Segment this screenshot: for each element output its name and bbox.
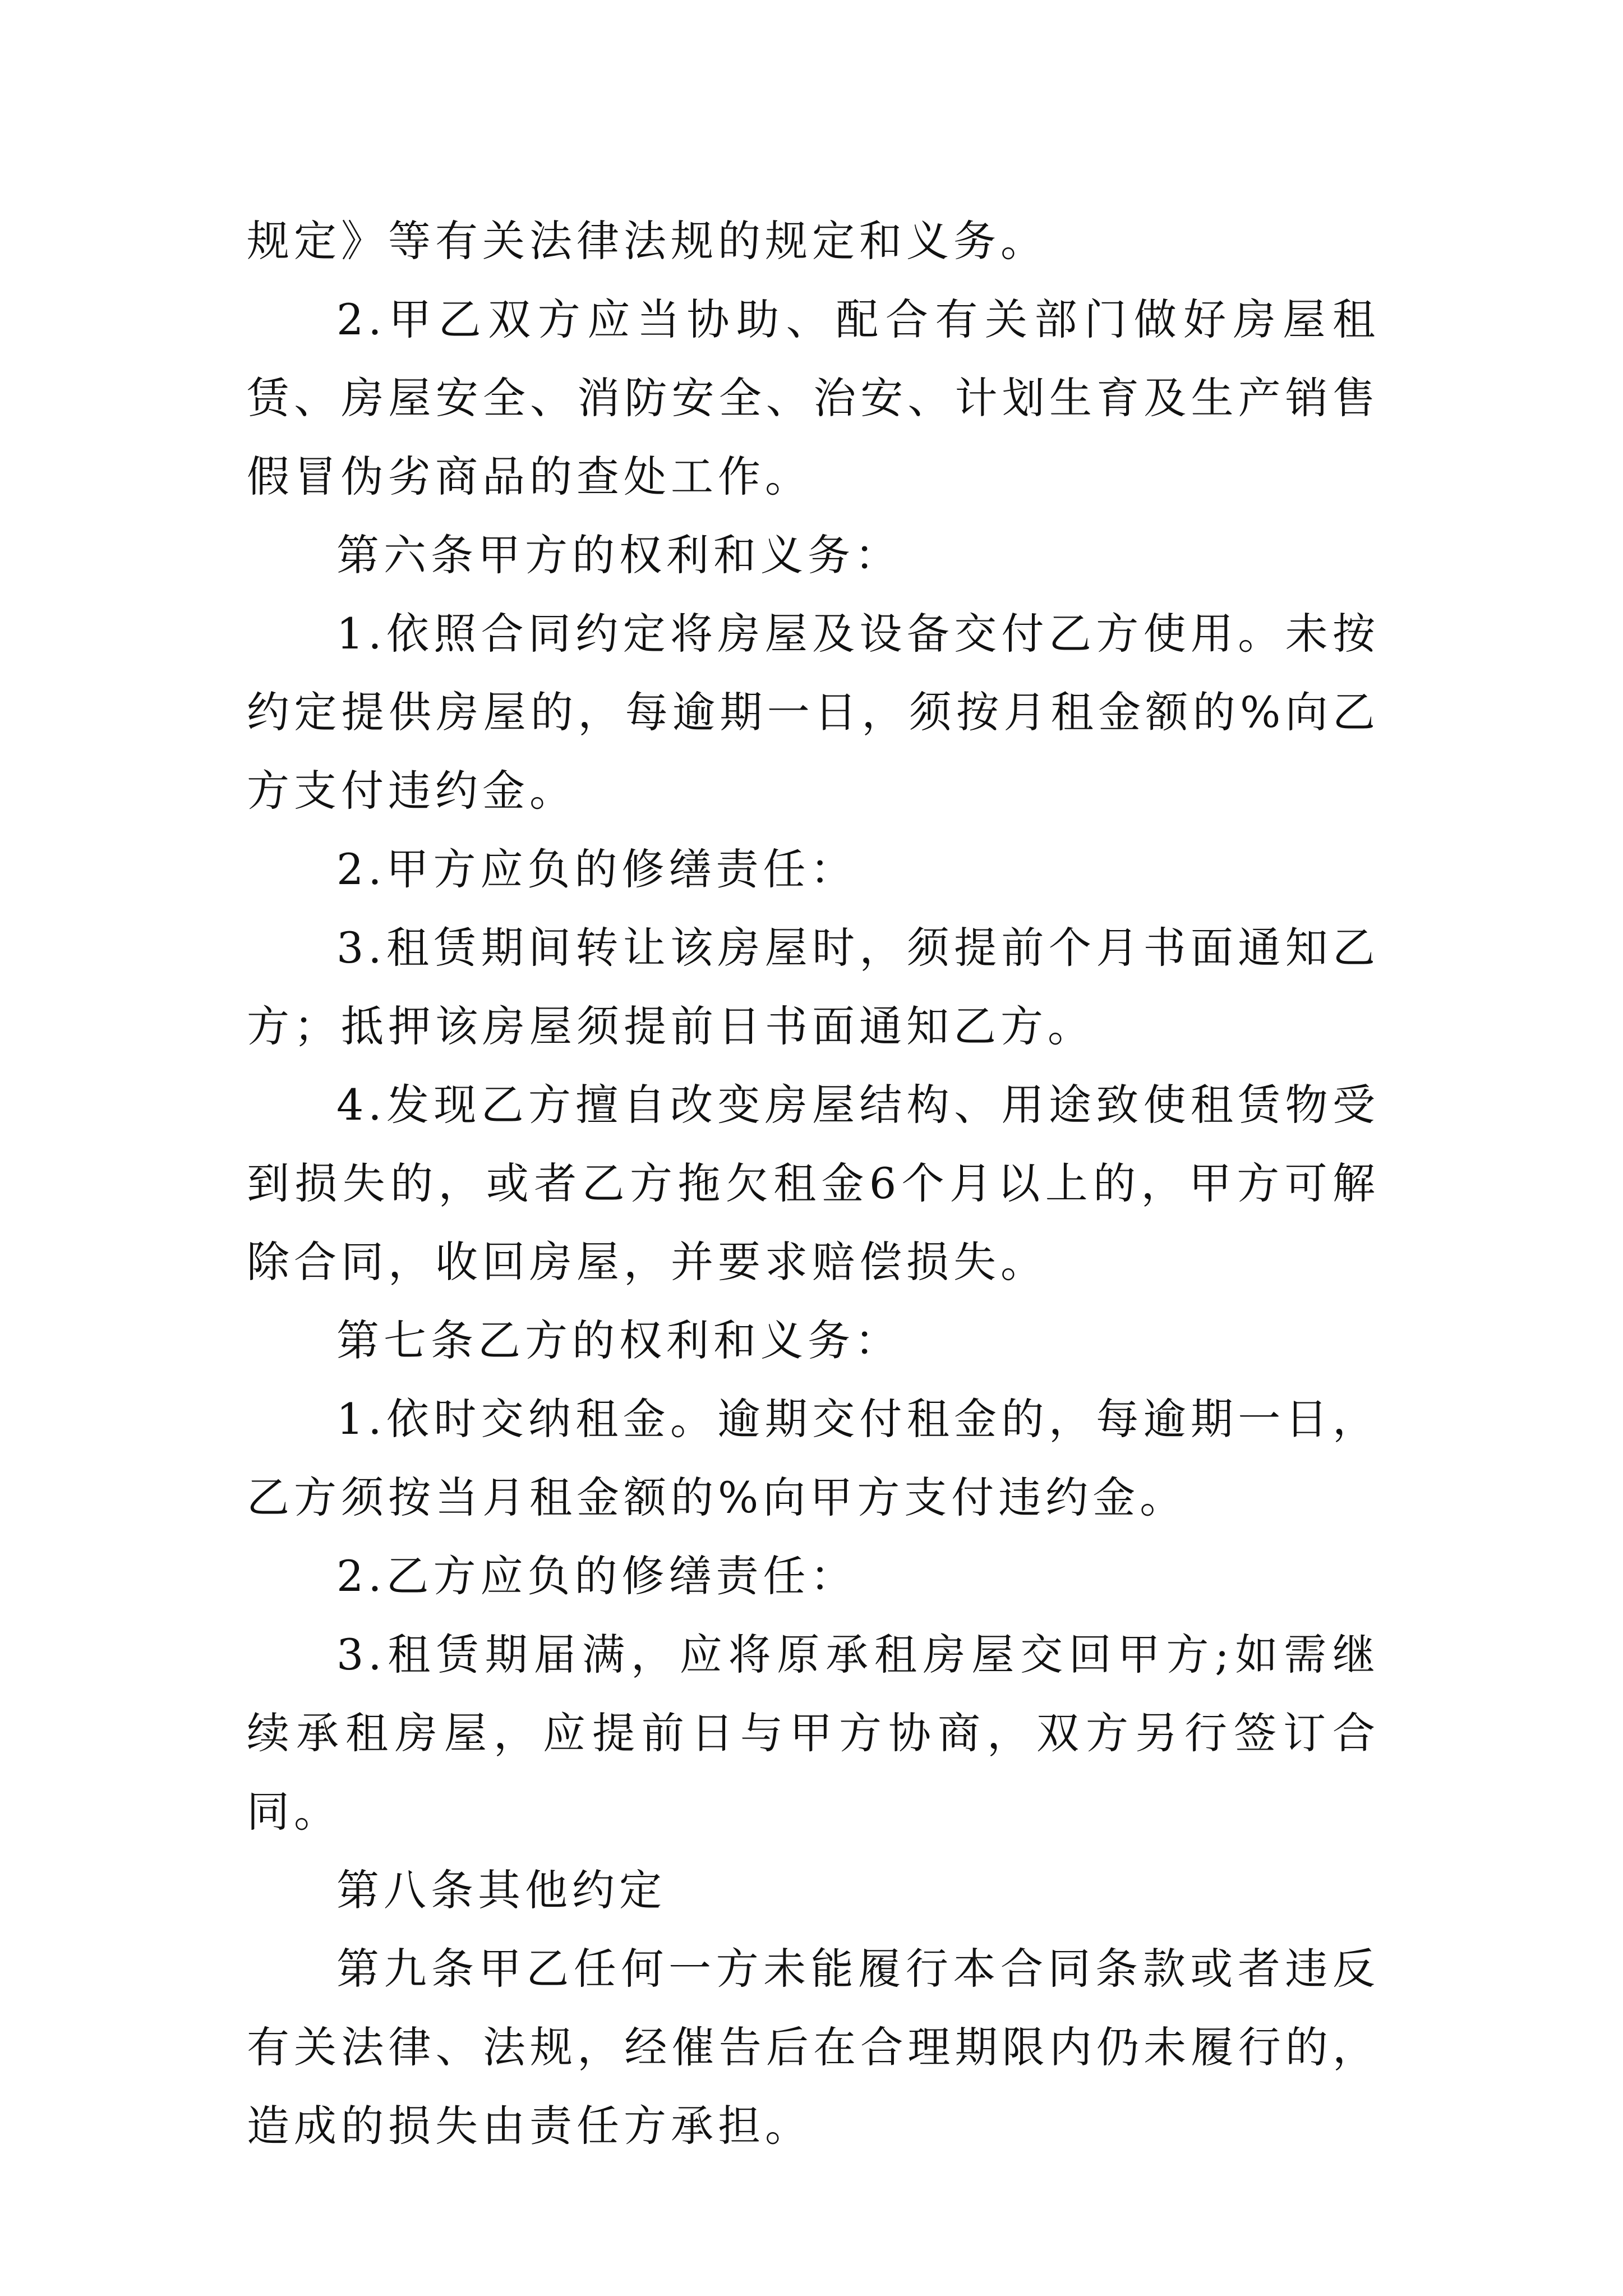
paragraph-article-6-item-3: 3.租赁期间转让该房屋时，须提前个月书面通知乙方；抵押该房屋须提前日书面通知乙方。 xyxy=(247,923,1380,1051)
paragraph-continuation: 规定》等有关法律法规的规定和义务。 xyxy=(247,216,1048,266)
document-body xyxy=(247,202,1380,2165)
heading-article-6: 第六条甲方的权利和义务： xyxy=(336,530,902,580)
paragraph-clause-5-item-2: 2.甲乙双方应当协助、配合有关部门做好房屋租赁、房屋安全、消防安全、治安、计划生育及生产销售假冒伪劣商品的查处工作。 xyxy=(247,295,1380,501)
paragraph-article-7-item-3: 3.租赁期届满，应将原承租房屋交回甲方;如需继续承租房屋，应提前日与甲方协商，双方另行签订合同。 xyxy=(247,1630,1380,1837)
paragraph-article-6-item-2: 2.甲方应负的修缮责任： xyxy=(336,844,857,894)
paragraph-article-7-item-1: 1.依时交纳租金。逾期交付租金的，每逾期一日，乙方须按当月租金额的%向甲方支付违约金。 xyxy=(247,1394,1380,1522)
paragraph-article-6-item-4: 4.发现乙方擅自改变房屋结构、用途致使租赁物受到损失的，或者乙方拖欠租金6个月以上的，甲方可解除合同，收回房屋，并要求赔偿损失。 xyxy=(247,1080,1380,1287)
paragraph-article-6-item-1: 1.依照合同约定将房屋及设备交付乙方使用。未按约定提供房屋的，每逾期一日，须按月租金额的%向乙方支付违约金。 xyxy=(247,609,1380,816)
heading-article-8: 第八条其他约定 xyxy=(336,1865,666,1915)
paragraph-article-9: 第九条甲乙任何一方未能履行本合同条款或者违反有关法律、法规，经催告后在合理期限内仍未履行的，造成的损失由责任方承担。 xyxy=(247,1944,1380,2151)
paragraph-article-7-item-2: 2.乙方应负的修缮责任： xyxy=(336,1551,857,1601)
heading-article-7: 第七条乙方的权利和义务： xyxy=(336,1315,902,1365)
